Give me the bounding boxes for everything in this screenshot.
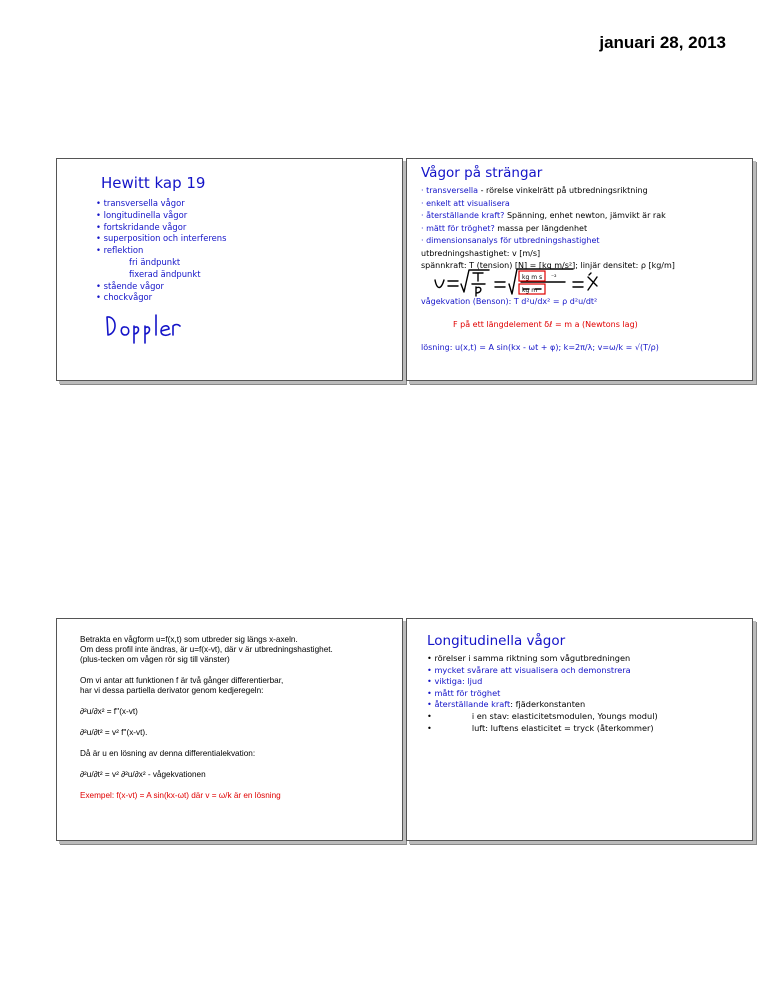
text-line: spännkraft: T (tension) [N] = [kg m/s²]; linjär densitet: ρ [kg/m] (421, 261, 675, 270)
handwritten-velocity-formula (433, 268, 603, 298)
handwritten-doppler (103, 311, 183, 345)
list-item: • stående vågor (96, 280, 164, 291)
wave-equation: vågekvation (Benson): T d²u/dx² = ρ d²u/dt² (421, 297, 598, 306)
list-item: • longitudinella vågor (96, 209, 188, 220)
equation: ∂²u/∂t² = v² f''(x-vt). (80, 728, 148, 737)
list-item: • superposition och interferens (96, 233, 227, 244)
list-subitem: fri ändpunkt (129, 256, 181, 267)
list-item: • transversella vågor (96, 198, 185, 208)
list-item: • viktiga: ljud (427, 676, 483, 687)
slide-title: Vågor på strängar (421, 165, 543, 181)
slide-longitudinal (406, 618, 753, 841)
text-line: · transversella - rörelse vinkelrätt på utbredningsriktning (421, 186, 648, 195)
list-item: • mått för tröghet (427, 687, 501, 698)
derivation-text: Betrakta en vågform u=f(x,t) som utbreder sig längs x-axeln. Om dess profil inte ändras, är u=f(x-vt), där v är utbredningshastighet. (plus-tecken om vågen rör sig till vänster) Om vi antar att funktionen f är två gånger differentierbar, har vi dessa partiella derivator genom kedjeregeln: ∂²u/∂x² = f''(x-vt) ∂²u/∂t² = v² f''(x-vt). Då är u en lösning av denna differentialekvation: ∂²u/∂t² = v² ∂²u/∂x² - vågekvationen Exempel: f(x-vt) = A sin(kx-ωt) där v = ω/k är en lösning (80, 635, 333, 800)
svg-text:kg m s: kg m s (522, 274, 543, 281)
strings-text (421, 185, 675, 273)
slide-title: Longitudinella vågor (427, 633, 566, 649)
list-item: • i en stav: elasticitetsmodulen, Youngs modul) (427, 710, 658, 721)
equation: ∂²u/∂t² = v² ∂²u/∂x² - vågekvationen (80, 770, 206, 779)
svg-text:⁻²: ⁻² (551, 274, 557, 281)
slide-strings (406, 158, 753, 381)
example: Exempel: f(x-vt) = A sin(kx-ωt) där v = ω/k är en lösning (80, 791, 281, 800)
text-line: · enkelt att visualisera (421, 198, 510, 208)
svg-text:kg m: kg m (522, 287, 538, 294)
longitudinal-list (427, 653, 658, 734)
page-date: januari 28, 2013 (599, 33, 726, 52)
list-item: • fortskridande vågor (96, 221, 187, 232)
topic-list (96, 198, 226, 304)
slide-derivation (56, 618, 403, 841)
slide-hewitt (56, 158, 403, 381)
list-item: • återställande kraft: fjäderkonstanten (427, 699, 586, 710)
list-subitem: fixerad ändpunkt (129, 268, 201, 279)
text-line: · dimensionsanalys för utbredningshastighet (421, 236, 600, 245)
text-line: · återställande kraft? Spänning, enhet newton, jämvikt är rak (421, 211, 666, 220)
list-item: • rörelser i samma riktning som vågutbredningen (427, 653, 631, 663)
list-item: • chockvågor (96, 292, 153, 303)
equation: ∂²u/∂x² = f''(x-vt) (80, 707, 138, 716)
list-item: • mycket svårare att visualisera och demonstrera (427, 664, 631, 675)
list-item: • reflektion (96, 245, 144, 256)
text-line: · mätt för tröghet? massa per längdenhet (421, 223, 588, 233)
text-line: utbredningshastighet: v [m/s] (421, 248, 541, 258)
slide-title: Hewitt kap 19 (101, 174, 206, 192)
wave-solution: lösning: u(x,t) = A sin(kx - ωt + φ); k=2π/λ; v=ω/k = √(T/ρ) (421, 343, 659, 352)
newton-law: F på ett längdelement δℓ = m a (Newtons lag) (453, 320, 638, 329)
list-item: • luft: luftens elasticitet = tryck (återkommer) (427, 722, 654, 733)
